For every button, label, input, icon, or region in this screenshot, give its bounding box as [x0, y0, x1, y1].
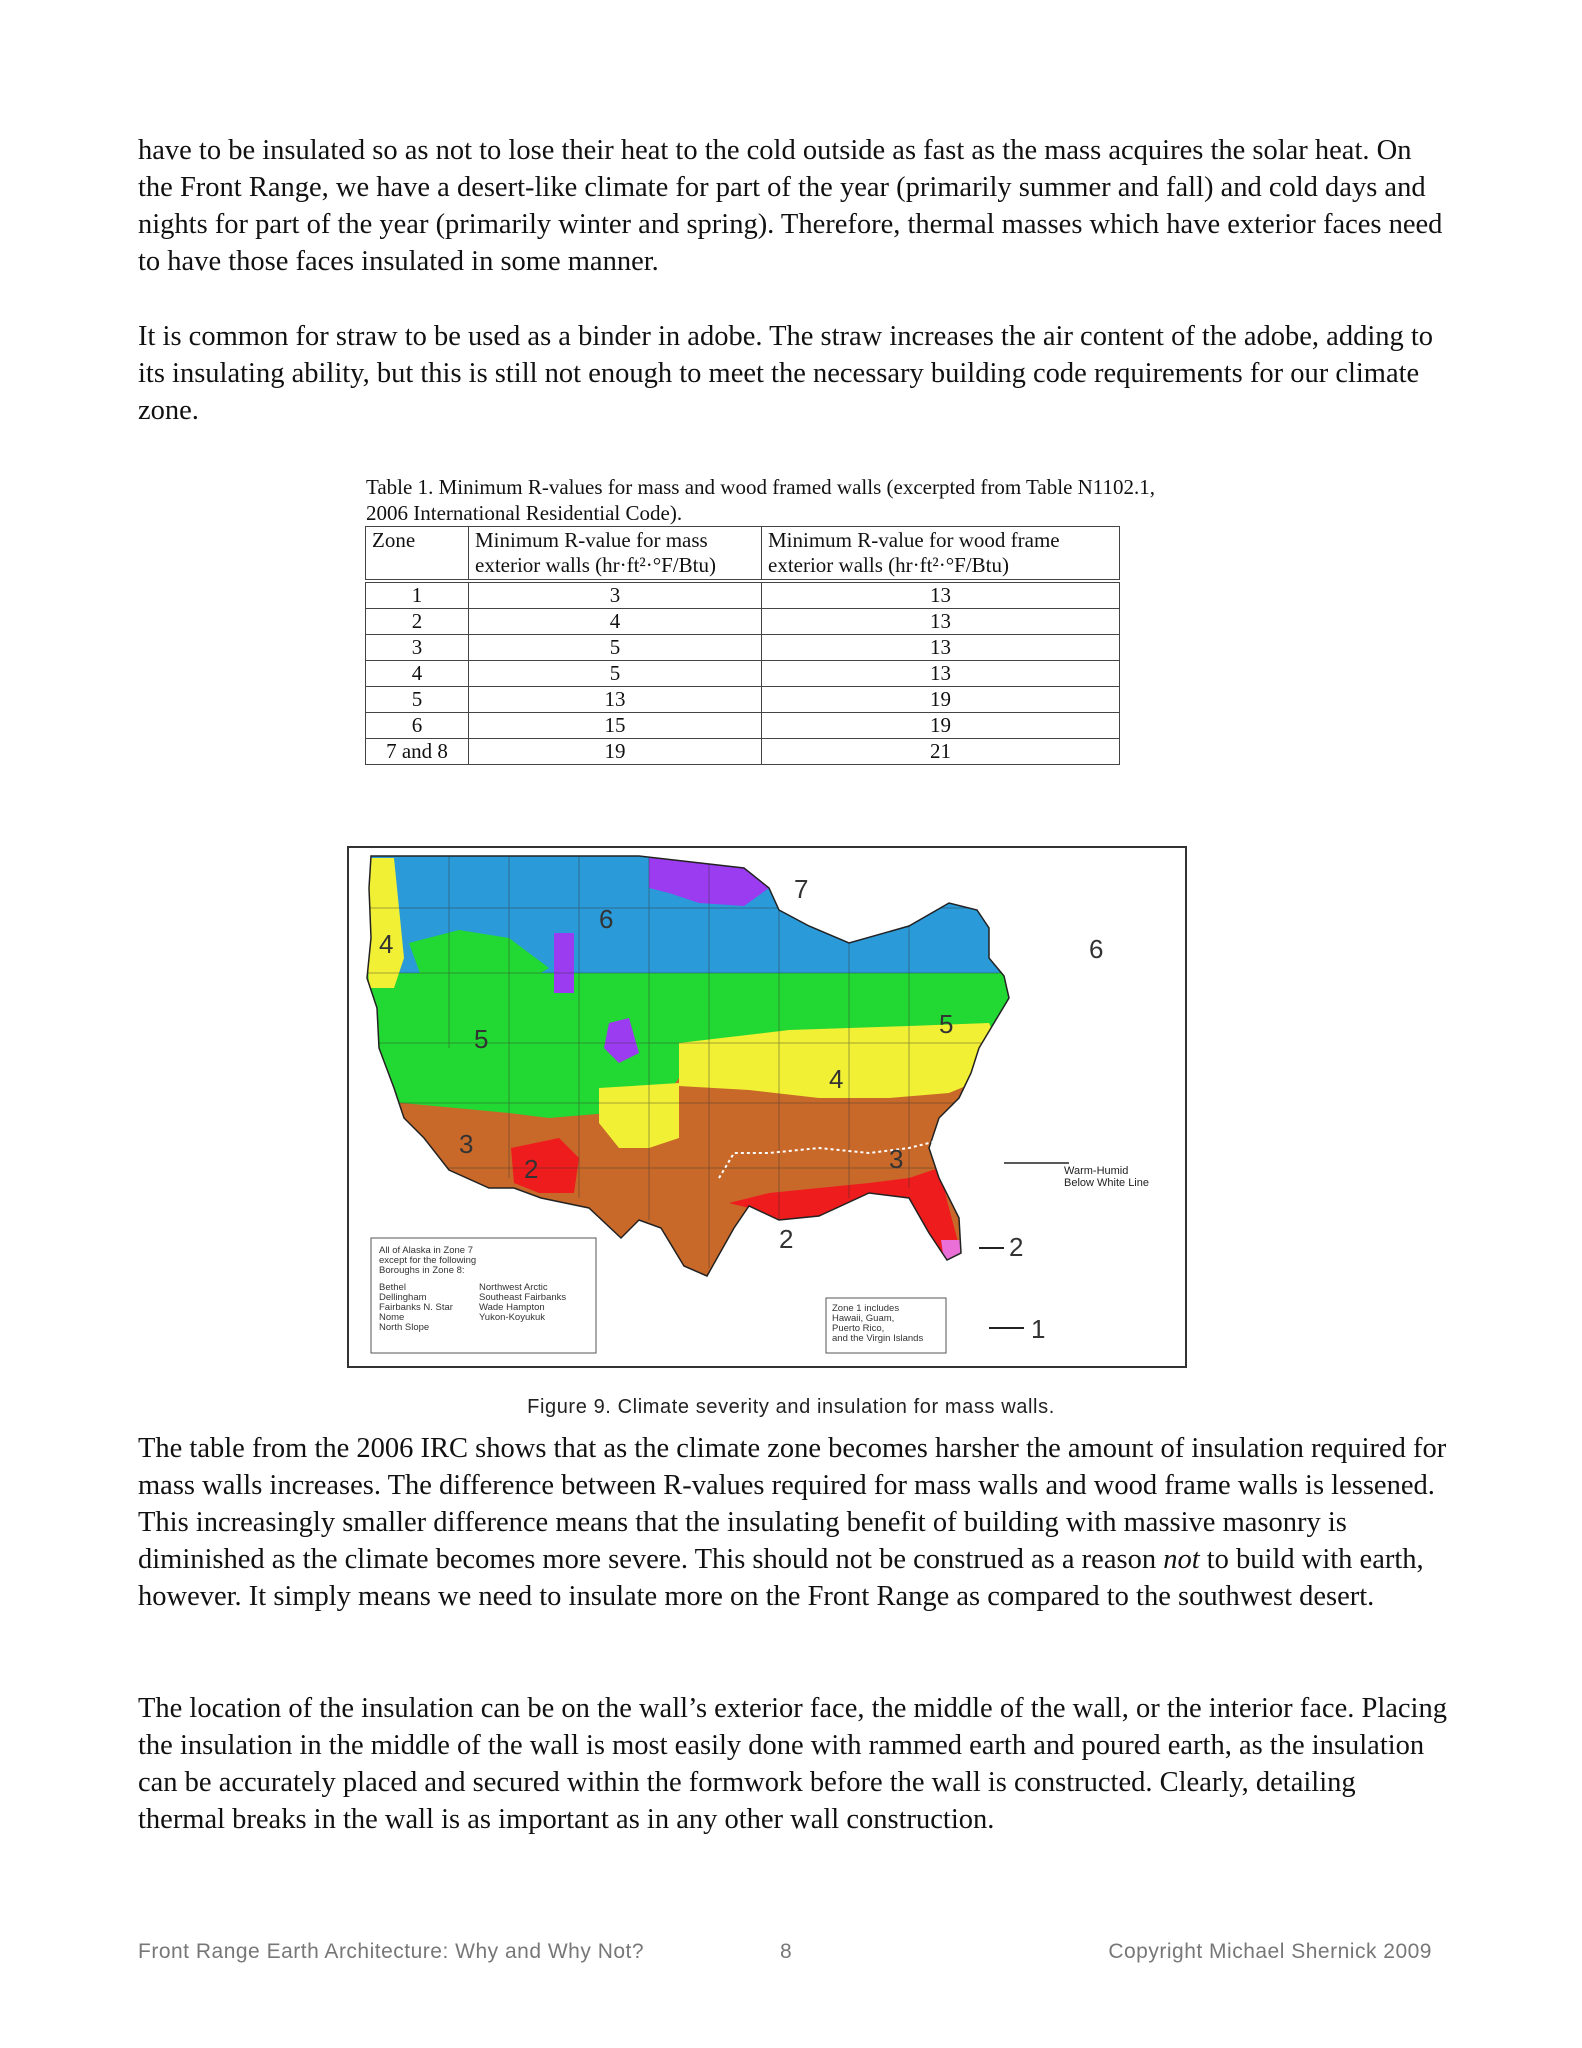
zone-label: 2: [779, 1224, 794, 1254]
cell-mass: 19: [469, 739, 762, 765]
cell-mass: 15: [469, 713, 762, 739]
cell-zone: 2: [366, 609, 469, 635]
map-svg: [349, 848, 1185, 1366]
warm-humid-line-2: Below White Line: [1064, 1177, 1149, 1189]
header-wood-text: Minimum R-value for wood frame exterior walls (hr·ft²·°F/Btu): [768, 528, 1060, 577]
cell-zone: 4: [366, 661, 469, 687]
zone-label: 5: [939, 1009, 954, 1039]
zone1-note-line: Hawaii, Guam,: [832, 1313, 895, 1324]
zone1-note-line: and the Virgin Islands: [832, 1333, 924, 1344]
page-number: 8: [780, 1940, 793, 1963]
header-mass-walls: [469, 527, 762, 582]
cell-wood: 13: [762, 661, 1120, 687]
cell-zone: 7 and 8: [366, 739, 469, 765]
cell-mass: 4: [469, 609, 762, 635]
zone-7-rockies-region: [554, 933, 574, 993]
r-value-table: [365, 526, 1120, 765]
cell-wood: 13: [762, 635, 1120, 661]
emphasis-not: not: [1163, 1544, 1200, 1575]
alaska-borough: Yukon-Koyukuk: [479, 1312, 546, 1323]
alaska-borough: North Slope: [379, 1322, 430, 1333]
alaska-borough: Dellingham: [379, 1292, 427, 1303]
table-caption: Table 1. Minimum R-values for mass and wood framed walls (excerpted from Table N1102.1, 2006 International Residential Code).: [366, 475, 1156, 525]
table-row: [366, 713, 1120, 739]
cell-zone: 3: [366, 635, 469, 661]
paragraph-3: The table from the 2006 IRC shows that as the climate zone becomes harsher the amount of insulation required for mass walls increases. The difference between R-values required for mass walls and wood frame walls is lessened. This increasingly smaller difference means that the insulating benefit of building with massive masonry is diminished as the climate becomes more severe. This should not be construed as a reason not to build with earth, however. It simply means we need to insulate more on the Front Range as compared to the southwest desert.: [138, 1433, 1447, 1612]
alaska-borough: Northwest Arctic: [479, 1282, 548, 1293]
cell-mass: 5: [469, 661, 762, 687]
zone-label: 7: [794, 874, 809, 904]
zone-1-region: [941, 1240, 961, 1260]
table-row: [366, 661, 1120, 687]
zone-label: 6: [1089, 934, 1104, 964]
paragraph-4: The location of the insulation can be on the wall’s exterior face, the middle of the wall, or the interior face. Placing the insulation in the middle of the wall is most easily done with rammed earth and poured earth, as the insulation can be accurately placed and secured within the formwork before the wall is constructed. Clearly, detailing thermal breaks in the wall is as important as in any other wall construction.: [138, 1693, 1447, 1835]
alaska-title-line: All of Alaska in Zone 7: [379, 1245, 473, 1256]
table-row: [366, 581, 1120, 609]
header-mass-text: Minimum R-value for mass exterior walls (hr·ft²·°F/Btu): [475, 528, 716, 577]
cell-zone: 1: [366, 581, 469, 609]
zone-label: 4: [379, 929, 394, 959]
cell-zone: 5: [366, 687, 469, 713]
alaska-title-line: except for the following: [379, 1255, 477, 1266]
footer-copyright: Copyright Michael Shernick 2009: [1108, 1940, 1432, 1963]
zone1-note-line: Puerto Rico,: [832, 1323, 885, 1334]
header-zone: Zone: [366, 527, 469, 582]
warm-humid-label: [1064, 1165, 1149, 1189]
zone-label: 3: [889, 1144, 904, 1174]
zone-label: 6: [599, 904, 614, 934]
zone-label: 1: [1031, 1314, 1046, 1344]
cell-zone: 6: [366, 713, 469, 739]
paragraph-1: have to be insulated so as not to lose their heat to the cold outside as fast as the mass acquires the solar heat. On the Front Range, we have a desert-like climate for part of the year (primarily summer and fall) and cold days and nights for part of the year (primarily winter and spring). Therefore, thermal masses which have exterior faces need to have those faces insulated in some manner.: [138, 135, 1443, 277]
table-row: [366, 609, 1120, 635]
cell-wood: 13: [762, 581, 1120, 609]
zone-label: 2: [1009, 1232, 1024, 1262]
cell-wood: 21: [762, 739, 1120, 765]
table-row: [366, 635, 1120, 661]
header-wood-walls: [762, 527, 1120, 582]
paragraph-2: It is common for straw to be used as a binder in adobe. The straw increases the air content of the adobe, adding to its insulating ability, but this is still not enough to meet the necessary building code requirements for our climate zone.: [138, 321, 1434, 426]
alaska-borough: Southeast Fairbanks: [479, 1292, 567, 1303]
table-row: [366, 739, 1120, 765]
alaska-title-line: Boroughs in Zone 8:: [379, 1265, 465, 1276]
warm-humid-line-1: Warm-Humid: [1064, 1165, 1129, 1177]
cell-mass: 5: [469, 635, 762, 661]
alaska-borough: Fairbanks N. Star: [379, 1302, 453, 1313]
zone-label: 2: [524, 1154, 539, 1184]
zone-label: 5: [474, 1024, 489, 1054]
alaska-borough: Bethel: [379, 1282, 406, 1293]
cell-wood: 19: [762, 687, 1120, 713]
cell-mass: 13: [469, 687, 762, 713]
alaska-borough: Nome: [379, 1312, 405, 1323]
climate-zone-map: [347, 846, 1187, 1368]
zone-label: 3: [459, 1129, 474, 1159]
cell-wood: 19: [762, 713, 1120, 739]
cell-wood: 13: [762, 609, 1120, 635]
cell-mass: 3: [469, 581, 762, 609]
footer-title: Front Range Earth Architecture: Why and Why Not?: [138, 1940, 645, 1963]
figure-caption: Figure 9. Climate severity and insulation for mass walls.: [527, 1396, 1055, 1418]
alaska-borough: Wade Hampton: [479, 1302, 545, 1313]
table-header-row: [366, 527, 1120, 582]
zone-label: 4: [829, 1064, 844, 1094]
zone1-note-line: Zone 1 includes: [832, 1303, 900, 1314]
table-row: [366, 687, 1120, 713]
